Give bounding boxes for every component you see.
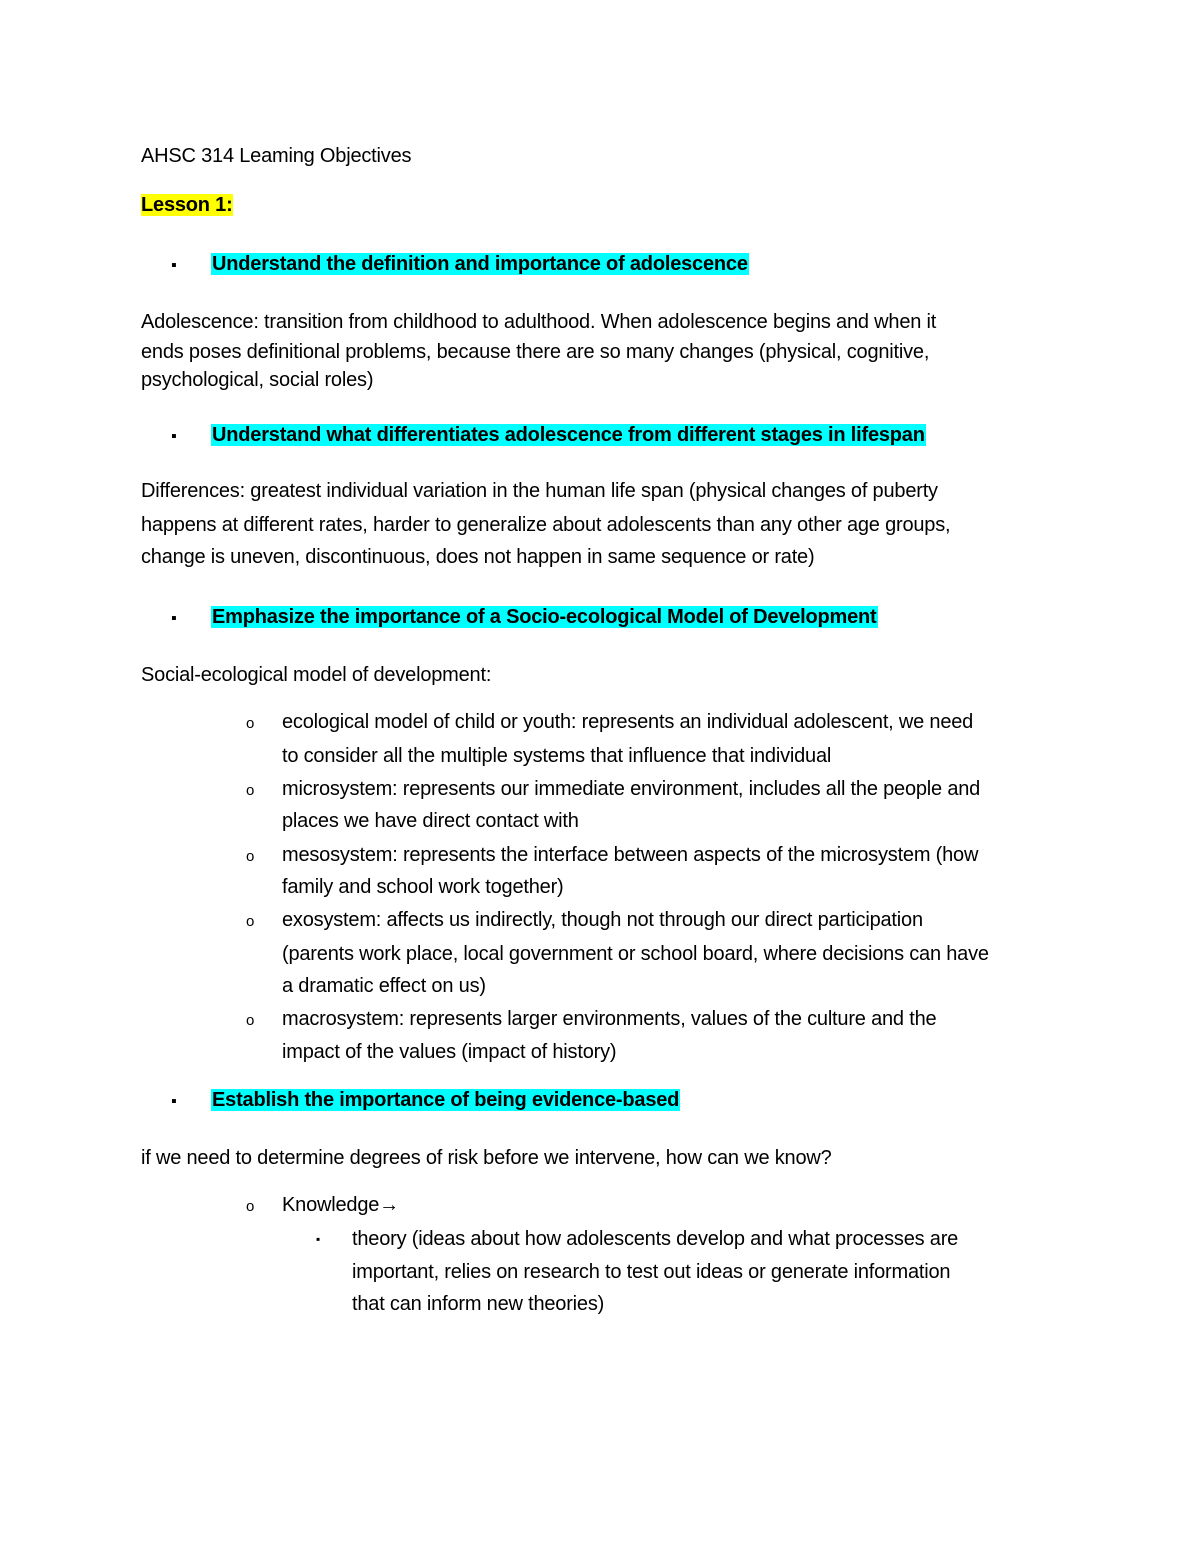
nested-list-item-continuation: that can inform new theories) <box>352 1293 605 1315</box>
list-item: o mesosystem: represents the interface between aspects of the microsystem (how <box>246 839 978 873</box>
document-title: AHSC 314 Leaming Objectives <box>141 145 412 167</box>
bullet-icon: ▪ <box>171 610 177 627</box>
bullet-icon: ▪ <box>171 1093 177 1110</box>
list-item-continuation: (parents work place, local government or school board, where decisions can have <box>282 943 989 965</box>
list-item-continuation: impact of the values (impact of history) <box>282 1041 617 1063</box>
bullet-icon: ▪ <box>171 428 177 445</box>
paragraph-line: Differences: greatest individual variation in the human life span (physical changes of puberty <box>141 480 938 502</box>
objective-heading: ▪ Establish the importance of being evidence-based <box>171 1084 680 1118</box>
list-item: o exosystem: affects us indirectly, though not through our direct participation <box>246 904 923 938</box>
paragraph-line: psychological, social roles) <box>141 369 374 391</box>
nested-list-item-continuation: important, relies on research to test out ideas or generate information <box>352 1261 951 1283</box>
objective-heading: ▪ Emphasize the importance of a Socio-ecological Model of Development <box>171 601 878 635</box>
circle-bullet-icon: o <box>246 715 255 732</box>
paragraph-line: Social-ecological model of development: <box>141 664 492 686</box>
lesson-heading: Lesson 1: <box>141 194 233 216</box>
list-item: o Knowledge→ <box>246 1189 399 1223</box>
paragraph-line: change is uneven, discontinuous, does not happen in same sequence or rate) <box>141 546 815 568</box>
list-item: o macrosystem: represents larger environments, values of the culture and the <box>246 1003 936 1037</box>
paragraph-line: ends poses definitional problems, because there are so many changes (physical, cognitive, <box>141 341 930 363</box>
paragraph-line: Adolescence: transition from childhood to adulthood. When adolescence begins and when it <box>141 311 937 333</box>
paragraph-line: happens at different rates, harder to generalize about adolescents than any other age groups, <box>141 514 951 536</box>
circle-bullet-icon: o <box>246 848 255 865</box>
objective-heading: ▪ Understand the definition and importance of adolescence <box>171 248 749 282</box>
list-item-continuation: places we have direct contact with <box>282 810 579 832</box>
circle-bullet-icon: o <box>246 1012 255 1029</box>
list-item: o ecological model of child or youth: represents an individual adolescent, we need <box>246 706 973 740</box>
square-bullet-icon: ▪ <box>316 1232 321 1246</box>
paragraph-line: if we need to determine degrees of risk before we intervene, how can we know? <box>141 1147 832 1169</box>
list-item-continuation: family and school work together) <box>282 876 564 898</box>
bullet-icon: ▪ <box>171 257 177 274</box>
objective-heading: ▪ Understand what differentiates adolescence from different stages in lifespan <box>171 419 926 453</box>
nested-list-item: ▪ theory (ideas about how adolescents develop and what processes are <box>316 1223 958 1256</box>
list-item: o microsystem: represents our immediate environment, includes all the people and <box>246 773 980 807</box>
circle-bullet-icon: o <box>246 913 255 930</box>
circle-bullet-icon: o <box>246 1198 255 1215</box>
list-item-continuation: a dramatic effect on us) <box>282 975 486 997</box>
list-item-continuation: to consider all the multiple systems that influence that individual <box>282 745 832 767</box>
circle-bullet-icon: o <box>246 782 255 799</box>
